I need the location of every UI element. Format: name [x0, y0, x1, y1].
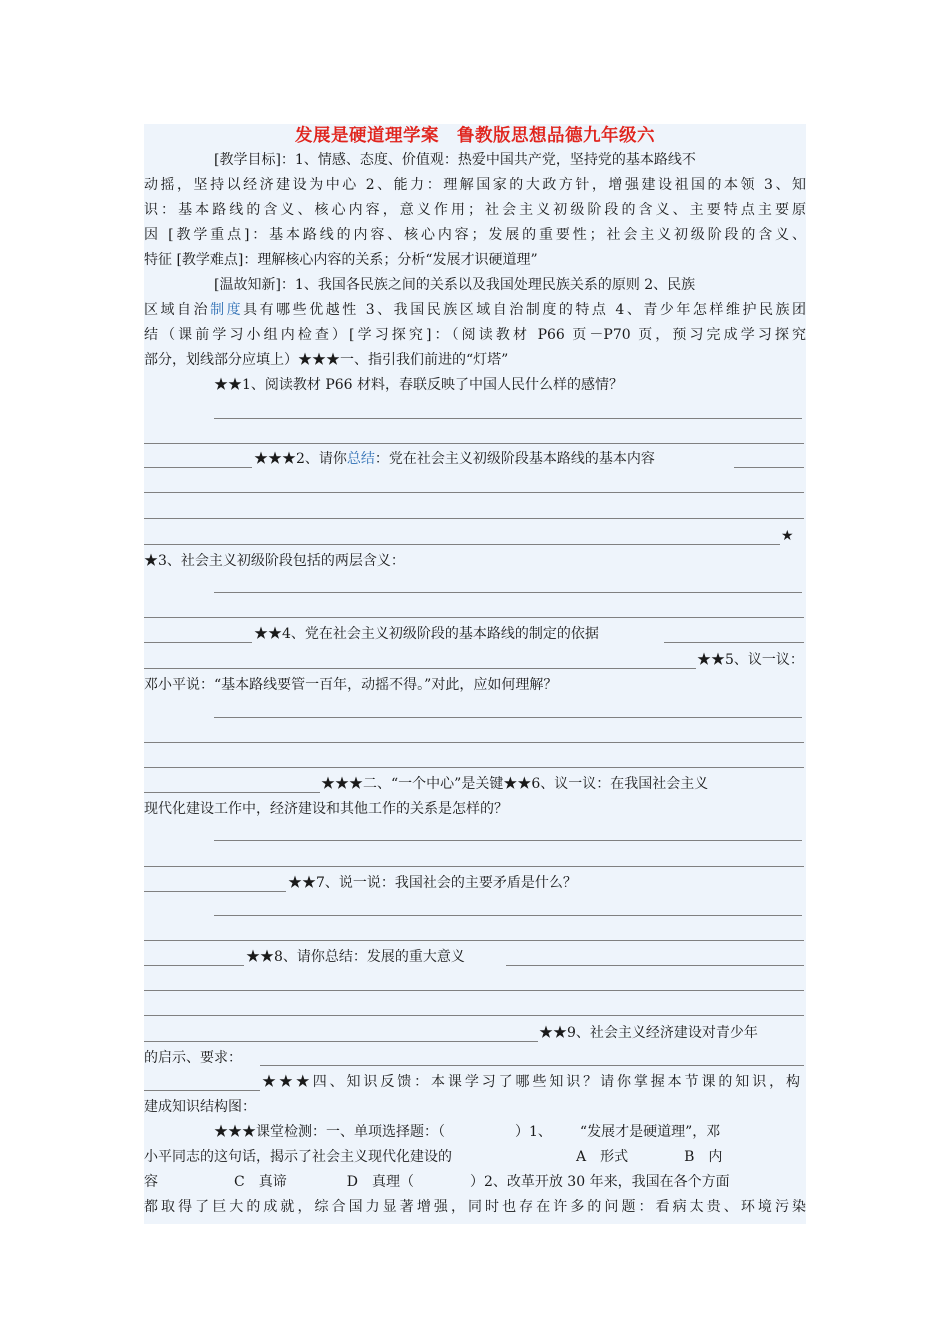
- question-1: ★★1、阅读教材 P66 材料，春联反映了中国人民什么样的感情？: [214, 377, 624, 393]
- review-text-a: 区域自治: [144, 302, 211, 318]
- test-line-4: 都取得了巨大的成就，综合国力显著增强，同时也存在许多的问题：看病太贵、环境污染: [144, 1199, 806, 1215]
- review-text-b: 具有哪些优越性 3、我国民族区域自治制度的特点 4、青少年怎样维护民族团: [243, 302, 806, 318]
- link-zongjie[interactable]: 总结: [346, 451, 375, 467]
- option-d: D 真理（: [346, 1174, 414, 1190]
- answer-line: [214, 592, 802, 593]
- goal-line-1: [教学目标]：1、情感、态度、价值观：热爱中国共产党，坚持党的基本路线不: [214, 152, 696, 168]
- section-2-cont: 现代化建设工作中，经济建设和其他工作的关系是怎样的？: [144, 801, 508, 817]
- page-title: 发展是硬道理学案 鲁教版思想品德九年级六: [295, 126, 655, 146]
- answer-line: [144, 742, 804, 743]
- question-2: [254, 447, 734, 472]
- goal-line-2: 动摇，坚持以经济建设为中心 2、能力：理解国家的大政方针，增强建设祖国的本领 3、知: [144, 177, 806, 193]
- answer-line: [144, 544, 780, 545]
- answer-line: [214, 840, 802, 841]
- star-mark: ★: [781, 528, 794, 544]
- answer-line: [144, 792, 320, 793]
- review-line-4: 部分，划线部分应填上）★★★一、指引我们前进的“灯塔”: [144, 352, 509, 368]
- review-line-2: [144, 298, 806, 323]
- test-line-3: [144, 1170, 806, 1195]
- review-line-3: 结（课前学习小组内检查）[学习探究]：（阅读教材 P66 页－P70 页，预习完成学习探究: [144, 327, 806, 343]
- section-4: ★★★四、知识反馈：本课学习了哪些知识？请你掌握本节课的知识，构: [262, 1074, 800, 1090]
- goal-line-5: 特征 [教学难点]：理解核心内容的关系；分析“发展才识硬道理”: [144, 252, 538, 268]
- question-8: ★★8、请你总结：发展的重大意义: [246, 949, 465, 965]
- test-item-2: ）2、改革开放 30 年来，我国在各个方面: [469, 1174, 730, 1190]
- test-quote: “发展才是硬道理”，邓: [579, 1124, 721, 1140]
- test-item-1: ）1、: [515, 1124, 552, 1140]
- answer-line: [214, 418, 802, 419]
- option-b: B 内: [684, 1149, 723, 1165]
- goal-line-4: 因 [教学重点]：基本路线的内容、核心内容；发展的重要性；社会主义初级阶段的含义、: [144, 227, 806, 243]
- answer-line: [144, 518, 804, 519]
- answer-line: [144, 492, 804, 493]
- answer-line: [664, 642, 804, 643]
- answer-line: [734, 467, 804, 468]
- link-zhidu[interactable]: 制度: [210, 302, 244, 318]
- option-a: A 形式: [576, 1149, 629, 1165]
- question-3: ★3、社会主义初级阶段包括的两层含义：: [144, 553, 405, 569]
- review-line-1: [温故知新]：1、我国各民族之间的关系以及我国处理民族关系的原则 2、民族: [214, 277, 696, 293]
- answer-line: [144, 443, 804, 444]
- answer-line: [144, 467, 252, 468]
- question-4: ★★4、党在社会主义初级阶段的基本路线的制定的依据: [254, 626, 599, 642]
- question-5: 邓小平说：“基本路线要管一百年，动摇不得。”对此，应如何理解？: [144, 677, 558, 693]
- section-2: ★★★二、“一个中心”是关键★★6、议一议：在我国社会主义: [321, 776, 709, 792]
- option-c: C 真谛: [234, 1174, 287, 1190]
- section-4-cont: 建成知识结构图：: [144, 1099, 256, 1115]
- answer-line: [214, 717, 802, 718]
- test-intro: ★★★课堂检测：一、单项选择题：（: [214, 1124, 445, 1140]
- answer-line: [144, 1041, 538, 1042]
- test-line-2: [144, 1145, 806, 1170]
- test-line-1: [144, 1120, 806, 1145]
- answer-line: [144, 990, 804, 991]
- question-9-cont: 的启示、要求：: [144, 1050, 242, 1066]
- question-9: ★★9、社会主义经济建设对青少年: [539, 1025, 758, 1041]
- q2-text-a: ★★★2、请你: [254, 451, 347, 467]
- test-stem: 小平同志的这句话，揭示了社会主义现代化建设的: [144, 1149, 452, 1165]
- answer-line: [214, 915, 802, 916]
- answer-line: [144, 617, 804, 618]
- option-b-cont: 容: [144, 1174, 158, 1190]
- answer-line: [144, 1090, 260, 1091]
- answer-line: [260, 1065, 804, 1066]
- goal-line-3: 识：基本路线的含义、核心内容，意义作用；社会主义初级阶段的含义、主要特点主要原: [144, 202, 806, 218]
- answer-line: [506, 965, 804, 966]
- question-7: ★★7、说一说：我国社会的主要矛盾是什么？: [288, 875, 577, 891]
- q2-text-b: ：党在社会主义初级阶段基本路线的基本内容: [374, 451, 655, 467]
- answer-line: [144, 866, 804, 867]
- answer-line: [144, 891, 286, 892]
- answer-line: [144, 642, 252, 643]
- answer-line: [144, 940, 804, 941]
- answer-line: [144, 767, 804, 768]
- question-5-head: ★★5、议一议：: [697, 652, 804, 668]
- answer-line: [144, 965, 244, 966]
- answer-line: [144, 1015, 804, 1016]
- answer-line: [144, 668, 696, 669]
